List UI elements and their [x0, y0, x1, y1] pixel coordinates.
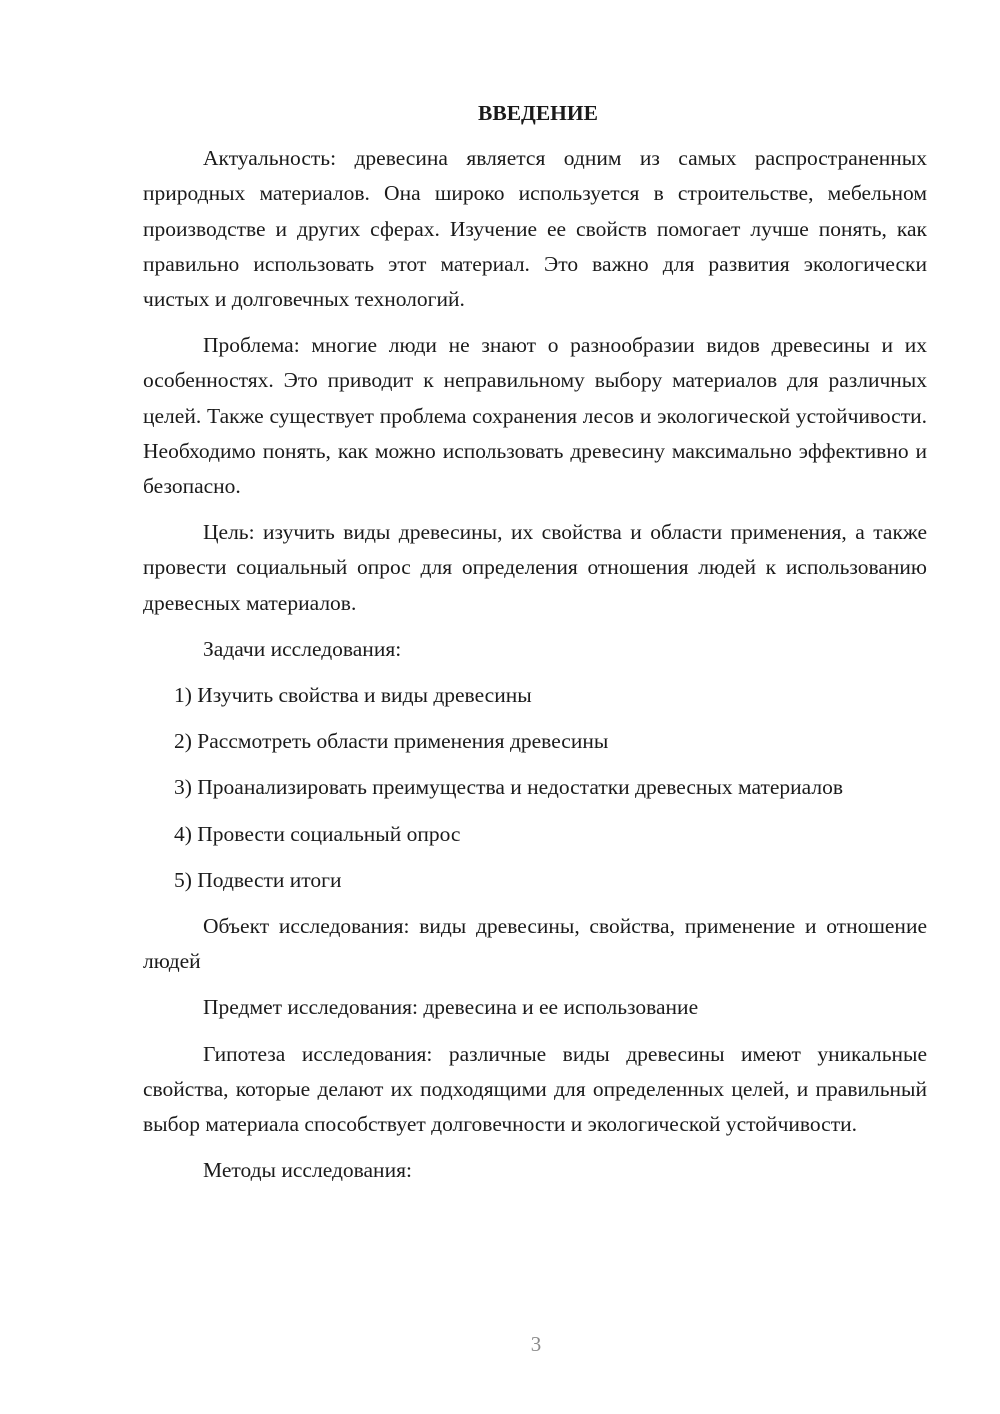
relevance-paragraph: Актуальность: древесина является одним из самых распространенных природных материалов. Она широко используется в строительстве, мебельном производстве и других сферах. Изучение ее свойств помогает лучше понять, как правильно использовать этот материал. Это важно для развития экологически чистых и долговечных технологий. — [143, 146, 927, 312]
page-content — [143, 96, 927, 1199]
section-heading: ВВЕДЕНИЕ — [478, 101, 598, 125]
task-item: 2) Рассмотреть области применения древесины — [174, 729, 609, 754]
task-item: 3) Проанализировать преимущества и недостатки древесных материалов — [174, 775, 844, 800]
page-number: 3 — [530, 1332, 542, 1356]
problem-paragraph: Проблема: многие люди не знают о разнообразии видов древесины и их особенностях. Это приводит к неправильному выбору материалов для различных целей. Также существует проблема сохранения лесов и экологической устойчивости. Необходимо понять, как можно использовать древесину максимально эффективно и безопасно. — [143, 333, 927, 499]
methods-heading: Методы исследования: — [203, 1158, 412, 1183]
task-item: 1) Изучить свойства и виды древесины — [174, 683, 532, 708]
task-item: 5) Подвести итоги — [174, 867, 342, 892]
subject-paragraph: Предмет исследования: древесина и ее использование — [203, 995, 699, 1020]
goal-paragraph: Цель: изучить виды древесины, их свойства и области применения, а также провести социальный опрос для определения отношения людей к использованию древесных материалов. — [143, 520, 927, 615]
task-item: 4) Провести социальный опрос — [174, 821, 461, 846]
tasks-heading: Задачи исследования: — [203, 636, 402, 661]
object-paragraph: Объект исследования: виды древесины, свойства, применение и отношение людей — [143, 914, 927, 974]
hypothesis-paragraph: Гипотеза исследования: различные виды древесины имеют уникальные свойства, которые делают их подходящими для определенных целей, и правильный выбор материала способствует долговечности и экологической устойчивости. — [143, 1041, 927, 1137]
